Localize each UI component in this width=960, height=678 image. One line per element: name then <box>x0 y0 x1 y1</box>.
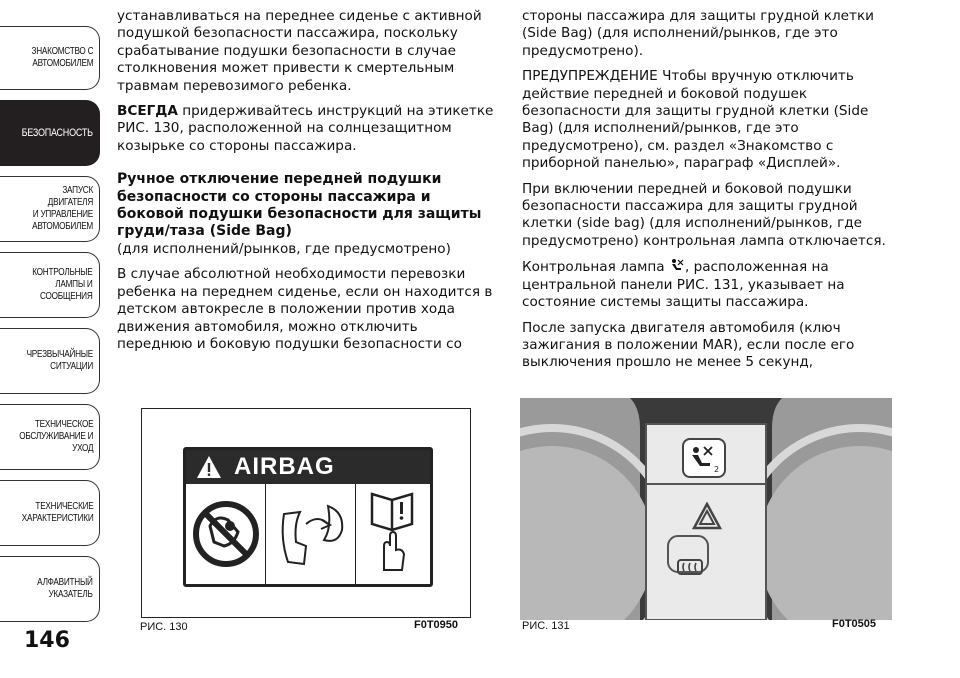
tab-emergency[interactable] <box>0 328 100 394</box>
heading-note: (для исполнений/рынков, где предусмотрено) <box>117 240 451 257</box>
tab-index-label: АЛФАВИТНЫЙ УКАЗАТЕЛЬ <box>37 577 93 600</box>
tab-safety-label: БЕЗОПАСНОСТЬ <box>21 127 93 139</box>
emphasis-word: ВСЕГДА <box>117 103 178 120</box>
left-text-column <box>117 8 497 361</box>
label-title: AIRBAG <box>234 453 335 480</box>
tab-maintenance-label: ТЕХНИЧЕСКОЕ ОБСЛУЖИВАНИЕ И УХОД <box>18 419 93 454</box>
paragraph: В случае абсолютной необходимости перевозки ребенка на переднем сиденье, если он находится в детском автокресле в положении против хода движения автомобиля, можно отключить переднюю и боковую подушки безопасности со <box>117 266 493 352</box>
tab-index[interactable] <box>0 556 100 622</box>
tab-warning-lights-label: КОНТРОЛЬНЫЕ ЛАМПЫ И СООБЩЕНИЯ <box>32 267 93 302</box>
label-header <box>186 450 430 484</box>
rear-defrost-icon[interactable] <box>676 558 704 578</box>
paragraph: устанавливаться на переднее сиденье с активной подушкой безопасности пассажира, поскольку срабатывание подушки безопасности в случае столкновения может привести к смертельным травмам перевозимого ребенка. <box>117 8 482 94</box>
tab-starting-driving-label: ЗАПУСК ДВИГАТЕЛЯ И УПРАВЛЕНИЕ АВТОМОБИЛЕМ <box>32 185 93 232</box>
lamp-badge-number: 2 <box>714 465 720 474</box>
tab-maintenance[interactable] <box>0 404 100 470</box>
chapter-tabs <box>0 0 101 640</box>
right-text-column <box>522 8 894 380</box>
child-seat-prohibited-icon <box>186 484 266 584</box>
paragraph: После запуска двигателя автомобиля (ключ зажигания в положении MAR), если после его выключения прошло не менее 5 секунд, <box>522 319 855 371</box>
tab-safety[interactable] <box>0 100 100 166</box>
hazard-button-icon[interactable] <box>692 502 722 530</box>
paragraph <box>522 258 894 311</box>
tab-specs[interactable] <box>0 480 100 546</box>
figure-caption: РИС. 131 <box>522 620 570 632</box>
tab-emergency-label: ЧРЕЗВЫЧАЙНЫЕ СИТУАЦИИ <box>26 349 93 372</box>
page-number: 146 <box>24 628 70 653</box>
tab-intro-label: ЗНАКОМСТВО С АВТОМОБИЛЕМ <box>31 46 93 69</box>
section-heading: Ручное отключение передней подушки безопасности со стороны пассажира и боковой подушки безопасности для защиты груди/таза (Side Bag) <box>117 171 482 240</box>
airbag-off-lamp-icon <box>669 258 685 273</box>
warning-triangle-icon <box>196 455 222 479</box>
tab-warning-lights[interactable] <box>0 252 100 318</box>
paragraph: При включении передней и боковой подушки безопасности пассажира для защиты грудной клетки (side bag) (для исполнений/рынков, где предусмотрено) контрольная лампа отключается. <box>522 180 886 249</box>
tab-specs-label: ТЕХНИЧЕСКИЕ ХАРАКТЕРИСТИКИ <box>21 501 93 524</box>
tab-intro[interactable] <box>0 26 100 90</box>
figure-131 <box>520 398 892 632</box>
figure-code: F0T0950 <box>414 619 459 631</box>
airbag-off-lamp-icon <box>682 438 726 478</box>
warning-paragraph: ПРЕДУПРЕЖДЕНИЕ Чтобы вручную отключить действие передней и боковой подушек безопасности для защиты грудной клетки (Side Bag) (для исполнений/рынков, где это предусмотрено), см. раздел «Знакомство с приборной панелью», параграф «Дисплей». <box>522 68 869 172</box>
paragraph <box>117 103 497 155</box>
label-pictograms <box>186 484 430 584</box>
figure-130 <box>140 408 471 633</box>
tab-starting-driving[interactable] <box>0 176 100 242</box>
paragraph-text: , расположенная на центральной панели РИС. 131, указывает на состояние системы защиты пассажира. <box>522 259 845 311</box>
figure-code: F0T0505 <box>832 618 877 630</box>
paragraph-text: Контрольная лампа <box>522 259 669 276</box>
airbag-deploy-icon <box>266 484 356 584</box>
airbag-warning-label <box>183 447 433 587</box>
paragraph-text: придерживайтесь инструкций на этикетке РИС. 130, расположенной на солнцезащитном козырьке со стороны пассажира. <box>117 103 494 154</box>
figure-caption: РИС. 130 <box>140 621 188 633</box>
paragraph: стороны пассажира для защиты грудной клетки (Side Bag) (для исполнений/рынков, где это предусмотрено). <box>522 8 875 59</box>
read-manual-icon <box>356 484 430 584</box>
